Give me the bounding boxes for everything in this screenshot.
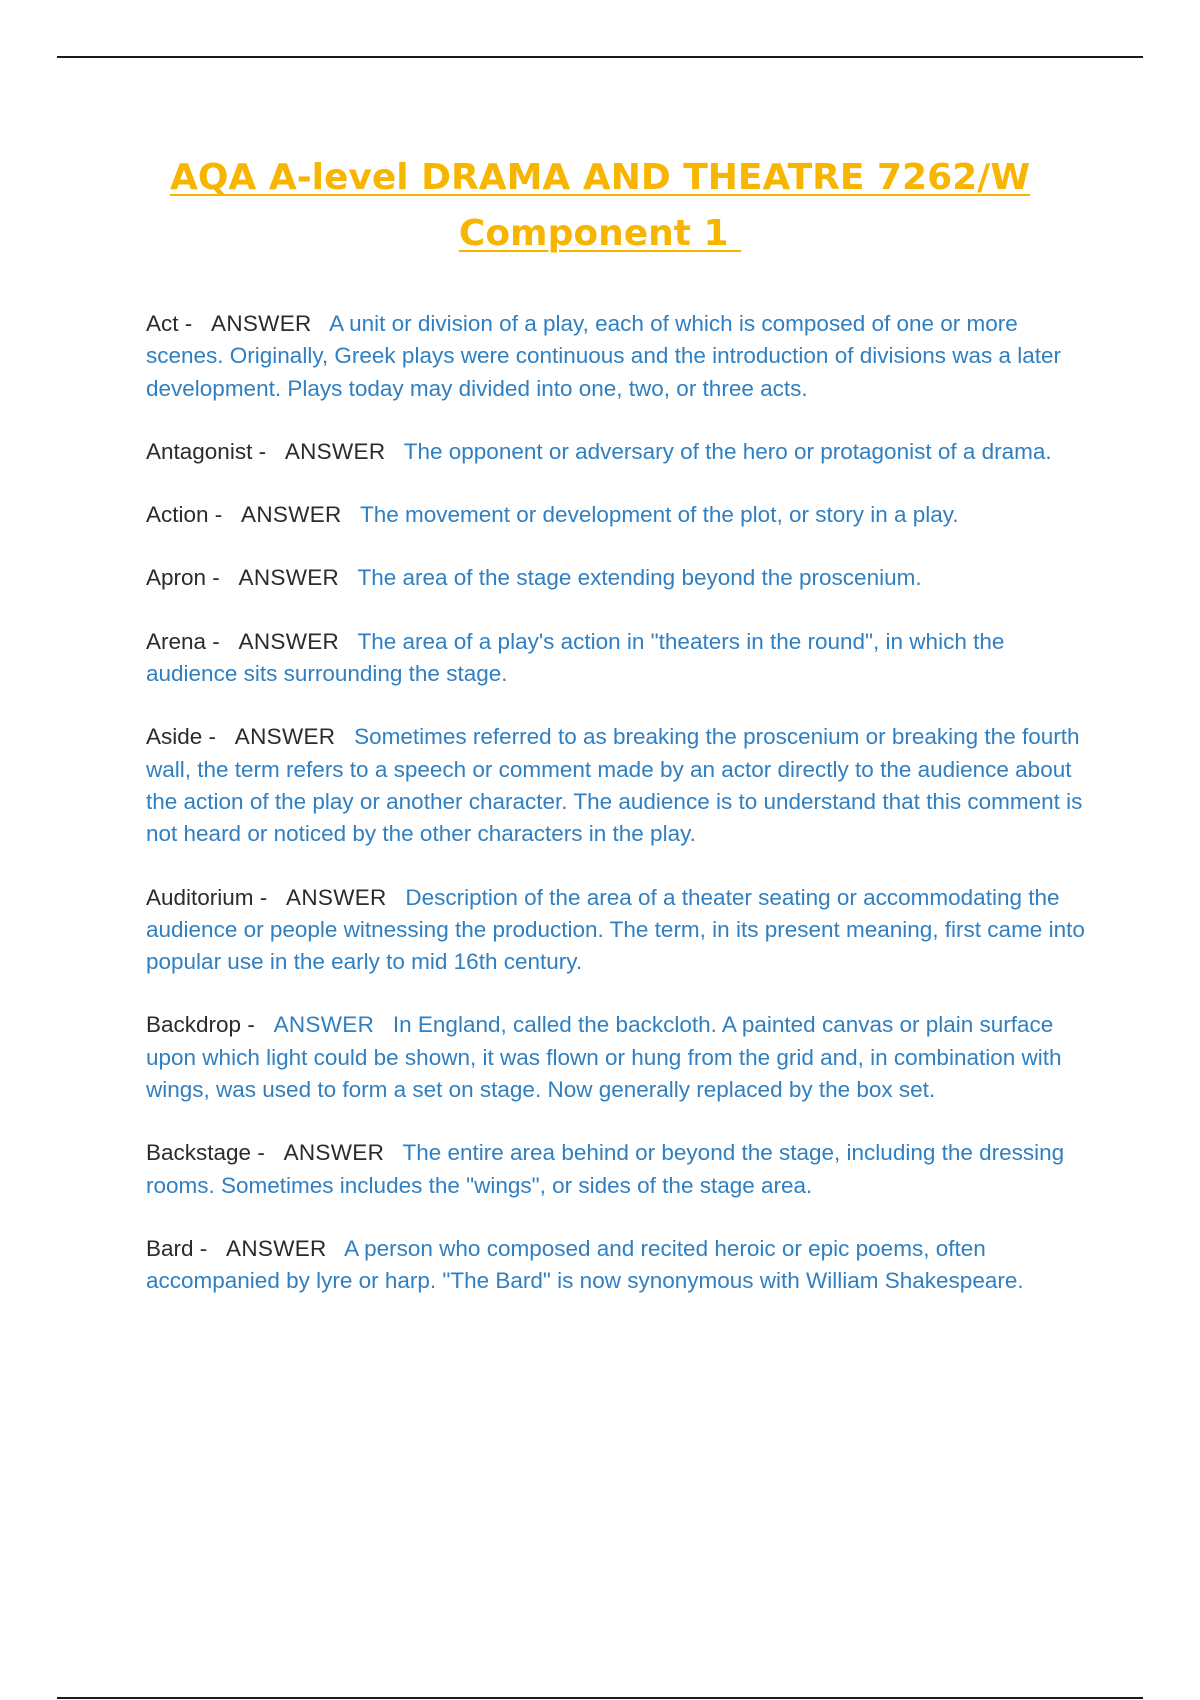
- glossary-entry-backdrop: Backdrop - ANSWER In England, called the backcloth. A painted canvas or plain surface upon which light could be shown, it was flown or hung from the grid and, in combination with wings, was used to form a set on stage. Now generally replaced by the box set.: [146, 1012, 1062, 1103]
- glossary-entry-backstage: Backstage - ANSWER The entire area behind or beyond the stage, including the dressing rooms. Sometimes includes the "wings", or sides of the stage area.: [146, 1140, 1065, 1198]
- entry-term: Bard: [146, 1235, 194, 1261]
- title-line-2: Component 1: [458, 213, 742, 254]
- answer-label: ANSWER: [226, 1235, 327, 1261]
- entry-term: Backdrop: [146, 1012, 242, 1038]
- entry-term: Aside: [146, 724, 203, 750]
- entry-definition: A person who composed and recited heroic or epic poems, often accompanied by lyre or harp. "The Bard" is now synonymous with William Shakespeare.: [146, 1235, 1024, 1294]
- entry-term: Apron: [146, 565, 207, 591]
- top-rule: [57, 56, 1143, 58]
- bottom-rule: [57, 1697, 1143, 1699]
- entry-definition: The area of the stage extending beyond the proscenium.: [357, 565, 922, 591]
- entry-term: Auditorium: [146, 884, 254, 910]
- answer-label: ANSWER: [273, 1012, 375, 1038]
- glossary-entry-aside: Aside - ANSWER Sometimes referred to as breaking the proscenium or breaking the fourth wall, the term refers to a speech or comment made by an actor directly to the audience about the action of the play or another character. The audience is to understand that this comment is not heard or noticed by the other characters in the play.: [146, 724, 1083, 847]
- answer-label: ANSWER: [211, 311, 312, 336]
- entry-definition: Description of the area of a theater seating or accommodating the audience or people witnessing the production. The term, in its present meaning, first came into popular use in the early to mid 16th century.: [146, 884, 1085, 975]
- answer-label: ANSWER: [234, 724, 336, 750]
- answer-label: ANSWER: [238, 628, 340, 654]
- entry-definition: A unit or division of a play, each of which is composed of one or more scenes. Originally, Greek plays were continuous and the introduction of divisions was a later development. Plays today may divided into one, two, or three acts.: [146, 311, 1062, 401]
- entry-term: Antagonist: [146, 438, 253, 464]
- entry-definition: The opponent or adversary of the hero or protagonist of a drama.: [403, 438, 1052, 464]
- glossary-entry-antagonist: Antagonist - ANSWER The opponent or adversary of the hero or protagonist of a drama.: [146, 438, 1052, 464]
- glossary-entry-apron: Apron - ANSWER The area of the stage extending beyond the proscenium.: [146, 565, 922, 591]
- answer-label: ANSWER: [284, 438, 386, 464]
- entry-definition: The movement or development of the plot, or story in a play.: [359, 502, 959, 528]
- entry-definition: Sometimes referred to as breaking the proscenium or breaking the fourth wall, the term refers to a speech or comment made by an actor directly to the audience about the action of the play or another character. The audience is to understand that this comment is not heard or noticed by the other characters in the play.: [146, 724, 1083, 847]
- entry-term: Action: [146, 502, 209, 528]
- entry-term: Arena: [146, 628, 207, 654]
- answer-label: ANSWER: [286, 884, 387, 910]
- answer-label: ANSWER: [238, 565, 340, 591]
- entry-term: Act: [146, 311, 179, 336]
- glossary-entry-action: Action - ANSWER The movement or development of the plot, or story in a play.: [146, 502, 959, 528]
- glossary-list: [146, 308, 1096, 1298]
- glossary-entry-act: Act - ANSWER A unit or division of a play, each of which is composed of one or more scenes. Originally, Greek plays were continuous and the introduction of divisions was a later development. Plays today may divided into one, two, or three acts.: [146, 311, 1062, 401]
- title-line-1: AQA A-level DRAMA AND THEATRE 7262/W: [169, 157, 1031, 198]
- glossary-entry-bard: Bard - ANSWER A person who composed and recited heroic or epic poems, often accompanied by lyre or harp. "The Bard" is now synonymous with William Shakespeare.: [146, 1235, 1024, 1294]
- glossary-entry-arena: Arena - ANSWER The area of a play's action in "theaters in the round", in which the audience sits surrounding the stage.: [146, 628, 1005, 687]
- answer-label: ANSWER: [283, 1140, 385, 1166]
- entry-term: Backstage: [146, 1140, 252, 1166]
- entry-definition: The area of a play's action in "theaters in the round", in which the audience sits surrounding the stage.: [146, 628, 1005, 687]
- entry-definition: In England, called the backcloth. A painted canvas or plain surface upon which light could be shown, it was flown or hung from the grid and, in combination with wings, was used to form a set on stage. Now generally replaced by the box set.: [146, 1012, 1062, 1103]
- document-title: [0, 150, 1200, 262]
- answer-label: ANSWER: [241, 502, 342, 528]
- glossary-entry-auditorium: Auditorium - ANSWER Description of the area of a theater seating or accommodating the audience or people witnessing the production. The term, in its present meaning, first came into popular use in the early to mid 16th century.: [146, 884, 1085, 975]
- entry-definition: The entire area behind or beyond the stage, including the dressing rooms. Sometimes includes the "wings", or sides of the stage area.: [146, 1140, 1065, 1198]
